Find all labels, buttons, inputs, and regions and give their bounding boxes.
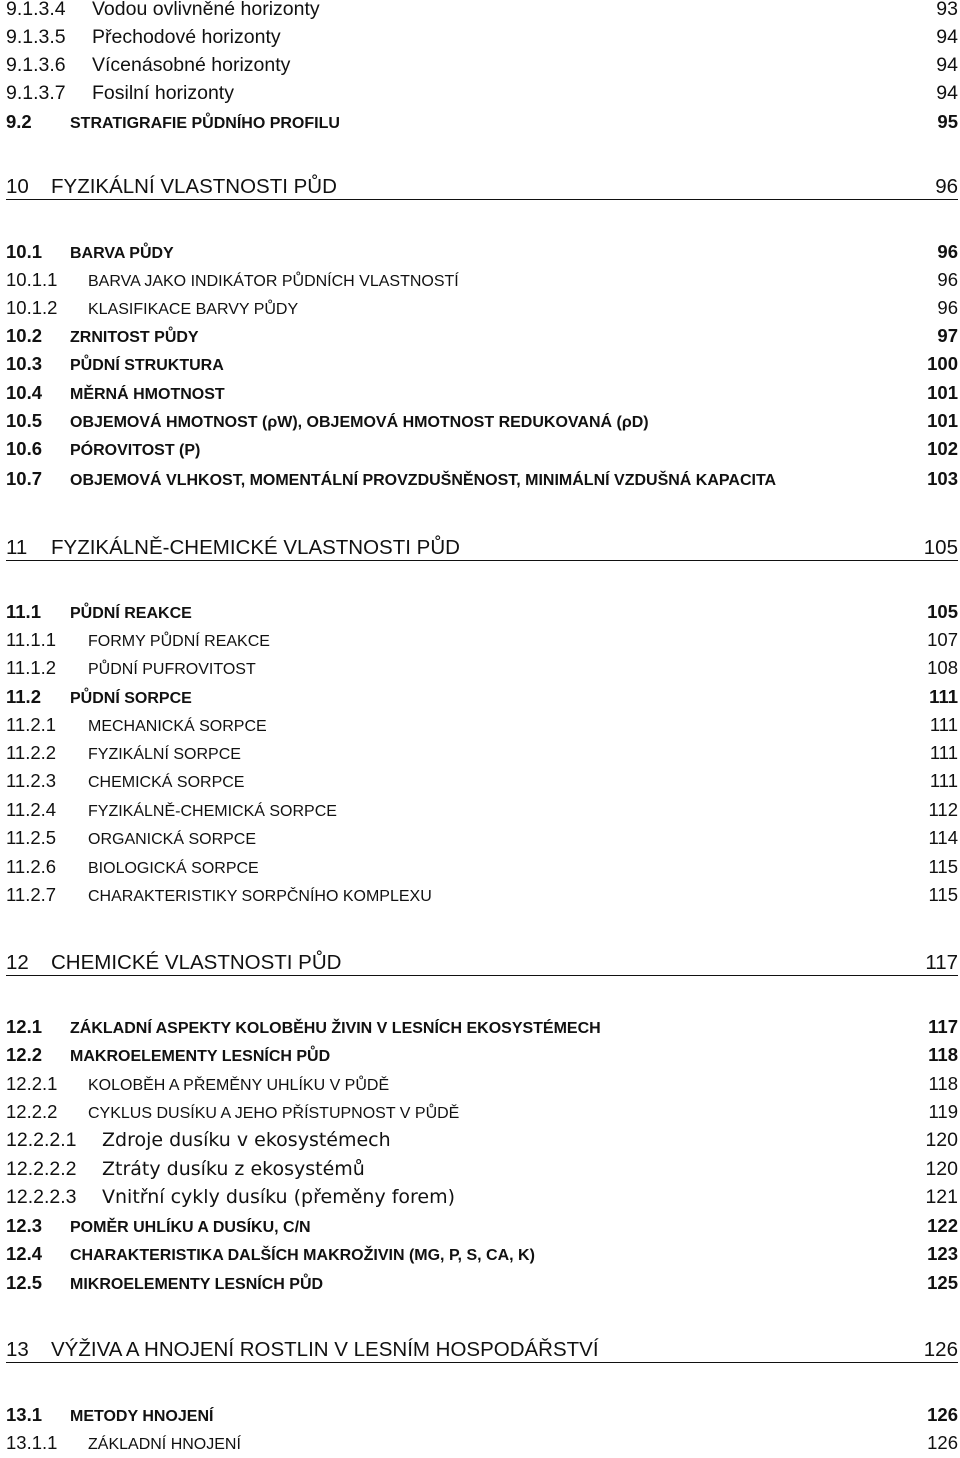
toc-entry-page: 121 xyxy=(925,1186,958,1208)
toc-entry-title: METODY HNOJENÍ xyxy=(70,1408,214,1425)
toc-entry-row[interactable] xyxy=(6,297,958,323)
toc-entry-number: 11.2.4 xyxy=(6,799,57,820)
toc-entry-row[interactable] xyxy=(6,410,958,436)
toc-entry-title: OBJEMOVÁ VLHKOST, MOMENTÁLNÍ PROVZDUŠNĚNOST, MINIMÁLNÍ VZDUŠNÁ KAPACITA xyxy=(70,472,777,489)
toc-entry-page: 96 xyxy=(935,175,958,198)
toc-entry-title: KOLOBĚH A PŘEMĚNY UHLÍKU V PŮDĚ xyxy=(88,1077,390,1094)
toc-entry-title: VÝŽIVA A HNOJENÍ ROSTLIN V LESNÍM HOSPODÁŘSTVÍ xyxy=(51,1338,599,1361)
toc-entry-row[interactable] xyxy=(6,82,958,108)
toc-entry-row[interactable] xyxy=(6,438,958,464)
toc-entry-title: POMĚR UHLÍKU A DUSÍKU, C/N xyxy=(70,1219,311,1236)
toc-entry-number: 11.2.5 xyxy=(6,827,57,848)
toc-entry-title: STRATIGRAFIE PŮDNÍHO PROFILU xyxy=(70,115,340,132)
toc-entry-title: PŮDNÍ SORPCE xyxy=(70,690,192,707)
toc-entry-row[interactable] xyxy=(6,269,958,295)
toc-entry-page: 94 xyxy=(936,54,958,76)
toc-entry-page: 94 xyxy=(936,26,958,48)
toc-entry-page: 120 xyxy=(925,1129,958,1151)
toc-entry-row[interactable] xyxy=(6,1404,958,1430)
toc-entry-title: OBJEMOVÁ HMOTNOST (ρW), OBJEMOVÁ HMOTNOST REDUKOVANÁ (ρD) xyxy=(70,414,649,431)
toc-entry-page: 101 xyxy=(927,410,958,431)
toc-entry-title: Zdroje dusíku v ekosystémech xyxy=(102,1129,391,1151)
toc-entry-number: 10.6 xyxy=(6,438,43,459)
toc-entry-title: MAKROELEMENTY LESNÍCH PŮD xyxy=(70,1048,331,1065)
toc-entry-number: 10.2 xyxy=(6,325,43,346)
toc-entry-row[interactable] xyxy=(6,742,958,768)
toc-entry-row[interactable] xyxy=(6,54,958,80)
toc-entry-page: 108 xyxy=(927,657,958,678)
toc-entry-page: 111 xyxy=(929,714,958,735)
toc-entry-page: 111 xyxy=(929,770,958,791)
toc-entry-row[interactable] xyxy=(6,1186,958,1212)
toc-entry-page: 126 xyxy=(927,1404,958,1425)
toc-entry-page: 118 xyxy=(928,1073,958,1094)
toc-entry-number: 13 xyxy=(6,1338,29,1361)
toc-entry-title: PŮDNÍ PUFROVITOST xyxy=(88,661,256,678)
toc-entry-title: Vnitřní cykly dusíku (přeměny forem) xyxy=(102,1186,456,1208)
toc-entry-number: 12 xyxy=(6,951,29,974)
toc-entry-page: 122 xyxy=(927,1215,958,1236)
toc-entry-title: CHARAKTERISTIKA DALŠÍCH MAKROŽIVIN (MG, P, S, CA, K) xyxy=(70,1247,535,1264)
toc-entry-title: FYZIKÁLNÍ VLASTNOSTI PŮD xyxy=(51,175,337,198)
toc-entry-row[interactable] xyxy=(6,770,958,796)
toc-entry-number: 11.2 xyxy=(6,686,41,707)
toc-entry-number: 12.2.1 xyxy=(6,1073,58,1094)
toc-entry-row[interactable] xyxy=(6,241,958,267)
toc-entry-number: 11.2.6 xyxy=(6,856,57,877)
toc-entry-title: CHARAKTERISTIKY SORPČNÍHO KOMPLEXU xyxy=(88,888,432,905)
toc-entry-title: Vodou ovlivněné horizonty xyxy=(92,0,320,20)
toc-entry-page: 105 xyxy=(923,536,958,559)
toc-entry-number: 12.2.2.1 xyxy=(6,1129,77,1151)
toc-entry-title: Fosilní horizonty xyxy=(92,82,234,104)
toc-chapter-row[interactable] xyxy=(6,536,958,561)
toc-entry-title: CHEMICKÁ SORPCE xyxy=(88,774,245,791)
toc-entry-row[interactable] xyxy=(6,1158,958,1184)
toc-entry-number: 12.3 xyxy=(6,1215,43,1236)
toc-entry-number: 9.1.3.4 xyxy=(6,0,66,20)
toc-entry-title: PŮDNÍ STRUKTURA xyxy=(70,357,224,374)
toc-entry-page: 100 xyxy=(927,353,958,374)
toc-entry-page: 111 xyxy=(929,686,958,707)
toc-entry-page: 111 xyxy=(929,742,958,763)
toc-entry-number: 10.1.2 xyxy=(6,297,58,318)
toc-entry-row[interactable] xyxy=(6,382,958,408)
toc-entry-title: Vícenásobné horizonty xyxy=(92,54,291,76)
toc-entry-page: 119 xyxy=(928,1101,958,1122)
toc-entry-number: 9.1.3.6 xyxy=(6,54,66,76)
toc-entry-title: ZÁKLADNÍ ASPEKTY KOLOBĚHU ŽIVIN V LESNÍCH EKOSYSTÉMECH xyxy=(70,1020,601,1037)
toc-entry-page: 125 xyxy=(927,1272,958,1293)
toc-entry-number: 10.7 xyxy=(6,468,43,489)
toc-entry-row[interactable] xyxy=(6,799,958,825)
toc-entry-title: PÓROVITOST (P) xyxy=(70,442,201,459)
toc-entry-title: ORGANICKÁ SORPCE xyxy=(88,831,257,848)
toc-entry-title: KLASIFIKACE BARVY PŮDY xyxy=(88,301,299,318)
toc-entry-number: 12.1 xyxy=(6,1016,43,1037)
toc-entry-page: 105 xyxy=(927,601,958,622)
toc-entry-number: 12.2.2 xyxy=(6,1101,58,1122)
toc-entry-page: 117 xyxy=(925,951,958,974)
toc-entry-number: 10.1 xyxy=(6,241,43,262)
toc-entry-row[interactable] xyxy=(6,1129,958,1155)
toc-entry-page: 114 xyxy=(928,827,958,848)
toc-entry-row[interactable] xyxy=(6,1272,958,1298)
toc-entry-row[interactable] xyxy=(6,601,958,627)
toc-entry-page: 96 xyxy=(937,269,958,290)
toc-entry-number: 12.5 xyxy=(6,1272,43,1293)
toc-chapter-row[interactable] xyxy=(6,175,958,200)
toc-entry-row[interactable] xyxy=(6,26,958,52)
toc-entry-title: MĚRNÁ HMOTNOST xyxy=(70,386,225,403)
toc-entry-page: 126 xyxy=(923,1338,958,1361)
toc-entry-page: 107 xyxy=(927,629,958,650)
toc-entry-row[interactable] xyxy=(6,1073,958,1099)
toc-entry-row[interactable] xyxy=(6,1044,958,1070)
toc-entry-title: Přechodové horizonty xyxy=(92,26,281,48)
toc-entry-number: 10.5 xyxy=(6,410,43,431)
toc-entry-row[interactable] xyxy=(6,353,958,379)
toc-entry-number: 13.1 xyxy=(6,1404,43,1425)
toc-entry-number: 12.2.2.3 xyxy=(6,1186,77,1208)
toc-entry-title: ZRNITOST PŮDY xyxy=(70,329,199,346)
toc-entry-title: FYZIKÁLNĚ-CHEMICKÉ VLASTNOSTI PŮD xyxy=(51,536,460,559)
toc-entry-title: BIOLOGICKÁ SORPCE xyxy=(88,860,259,877)
toc-entry-page: 115 xyxy=(928,884,958,905)
toc-entry-number: 11.1.1 xyxy=(6,629,57,650)
toc-entry-title: Ztráty dusíku z ekosystémů xyxy=(102,1158,365,1180)
toc-entry-page: 93 xyxy=(936,0,958,20)
toc-entry-page: 120 xyxy=(925,1158,958,1180)
toc-entry-page: 94 xyxy=(936,82,958,104)
toc-entry-number: 11 xyxy=(6,536,28,559)
toc-entry-row[interactable] xyxy=(6,325,958,351)
toc-entry-title: MIKROELEMENTY LESNÍCH PŮD xyxy=(70,1276,324,1293)
toc-entry-row[interactable] xyxy=(6,629,958,655)
toc-entry-number: 10.4 xyxy=(6,382,43,403)
toc-entry-row[interactable] xyxy=(6,856,958,882)
toc-entry-title: CYKLUS DUSÍKU A JEHO PŘÍSTUPNOST V PŮDĚ xyxy=(88,1105,460,1122)
toc-entry-row[interactable] xyxy=(6,1215,958,1241)
toc-entry-number: 9.2 xyxy=(6,111,32,132)
toc-entry-row[interactable] xyxy=(6,1243,958,1269)
toc-entry-title: FORMY PŮDNÍ REAKCE xyxy=(88,633,270,650)
toc-entry-title: CHEMICKÉ VLASTNOSTI PŮD xyxy=(51,951,342,974)
toc-entry-page: 117 xyxy=(928,1016,958,1037)
toc-entry-title: FYZIKÁLNÍ SORPCE xyxy=(88,746,241,763)
toc-entry-page: 101 xyxy=(927,382,958,403)
toc-entry-page: 95 xyxy=(937,111,958,132)
toc-entry-number: 10 xyxy=(6,175,29,198)
toc-entry-title: BARVA PŮDY xyxy=(70,245,174,262)
toc-entry-title: BARVA JAKO INDIKÁTOR PŮDNÍCH VLASTNOSTÍ xyxy=(88,273,459,290)
toc-entry-page: 126 xyxy=(927,1432,958,1453)
toc-entry-number: 11.2.3 xyxy=(6,770,57,791)
toc-entry-row[interactable] xyxy=(6,1432,958,1458)
toc-entry-row[interactable] xyxy=(6,686,958,712)
toc-entry-number: 12.2 xyxy=(6,1044,43,1065)
toc-entry-page: 123 xyxy=(927,1243,958,1264)
toc-entry-number: 13.1.1 xyxy=(6,1432,58,1453)
toc-entry-title: ZÁKLADNÍ HNOJENÍ xyxy=(88,1436,241,1453)
toc-entry-row[interactable] xyxy=(6,714,958,740)
toc-entry-row[interactable] xyxy=(6,0,958,24)
toc-entry-number: 9.1.3.7 xyxy=(6,82,66,104)
toc-entry-title: FYZIKÁLNĚ-CHEMICKÁ SORPCE xyxy=(88,803,337,820)
toc-entry-page: 103 xyxy=(927,468,958,489)
toc-entry-page: 102 xyxy=(927,438,958,459)
toc-entry-row[interactable] xyxy=(6,657,958,683)
toc-entry-row[interactable] xyxy=(6,111,958,137)
toc-entry-row[interactable] xyxy=(6,884,958,910)
toc-entry-row[interactable] xyxy=(6,468,958,494)
toc-entry-number: 11.2.2 xyxy=(6,742,57,763)
toc-entry-number: 11.2.1 xyxy=(6,714,57,735)
toc-entry-title: PŮDNÍ REAKCE xyxy=(70,605,192,622)
toc-entry-row[interactable] xyxy=(6,1016,958,1042)
toc-entry-number: 12.4 xyxy=(6,1243,43,1264)
toc-entry-page: 97 xyxy=(937,325,958,346)
toc-entry-number: 11.1.2 xyxy=(6,657,57,678)
toc-entry-page: 118 xyxy=(928,1044,958,1065)
toc-entry-number: 10.3 xyxy=(6,353,43,374)
toc-entry-page: 115 xyxy=(928,856,958,877)
toc-entry-row[interactable] xyxy=(6,1101,958,1127)
toc-entry-row[interactable] xyxy=(6,827,958,853)
toc-chapter-row[interactable] xyxy=(6,951,958,976)
toc-entry-number: 11.1 xyxy=(6,601,41,622)
toc-entry-number: 11.2.7 xyxy=(6,884,57,905)
toc-entry-page: 96 xyxy=(937,297,958,318)
toc-entry-page: 96 xyxy=(937,241,958,262)
toc-chapter-row[interactable] xyxy=(6,1338,958,1363)
toc-entry-number: 9.1.3.5 xyxy=(6,26,66,48)
toc-entry-number: 12.2.2.2 xyxy=(6,1158,77,1180)
toc-entry-title: MECHANICKÁ SORPCE xyxy=(88,718,267,735)
toc-entry-page: 112 xyxy=(928,799,958,820)
toc-entry-number: 10.1.1 xyxy=(6,269,58,290)
